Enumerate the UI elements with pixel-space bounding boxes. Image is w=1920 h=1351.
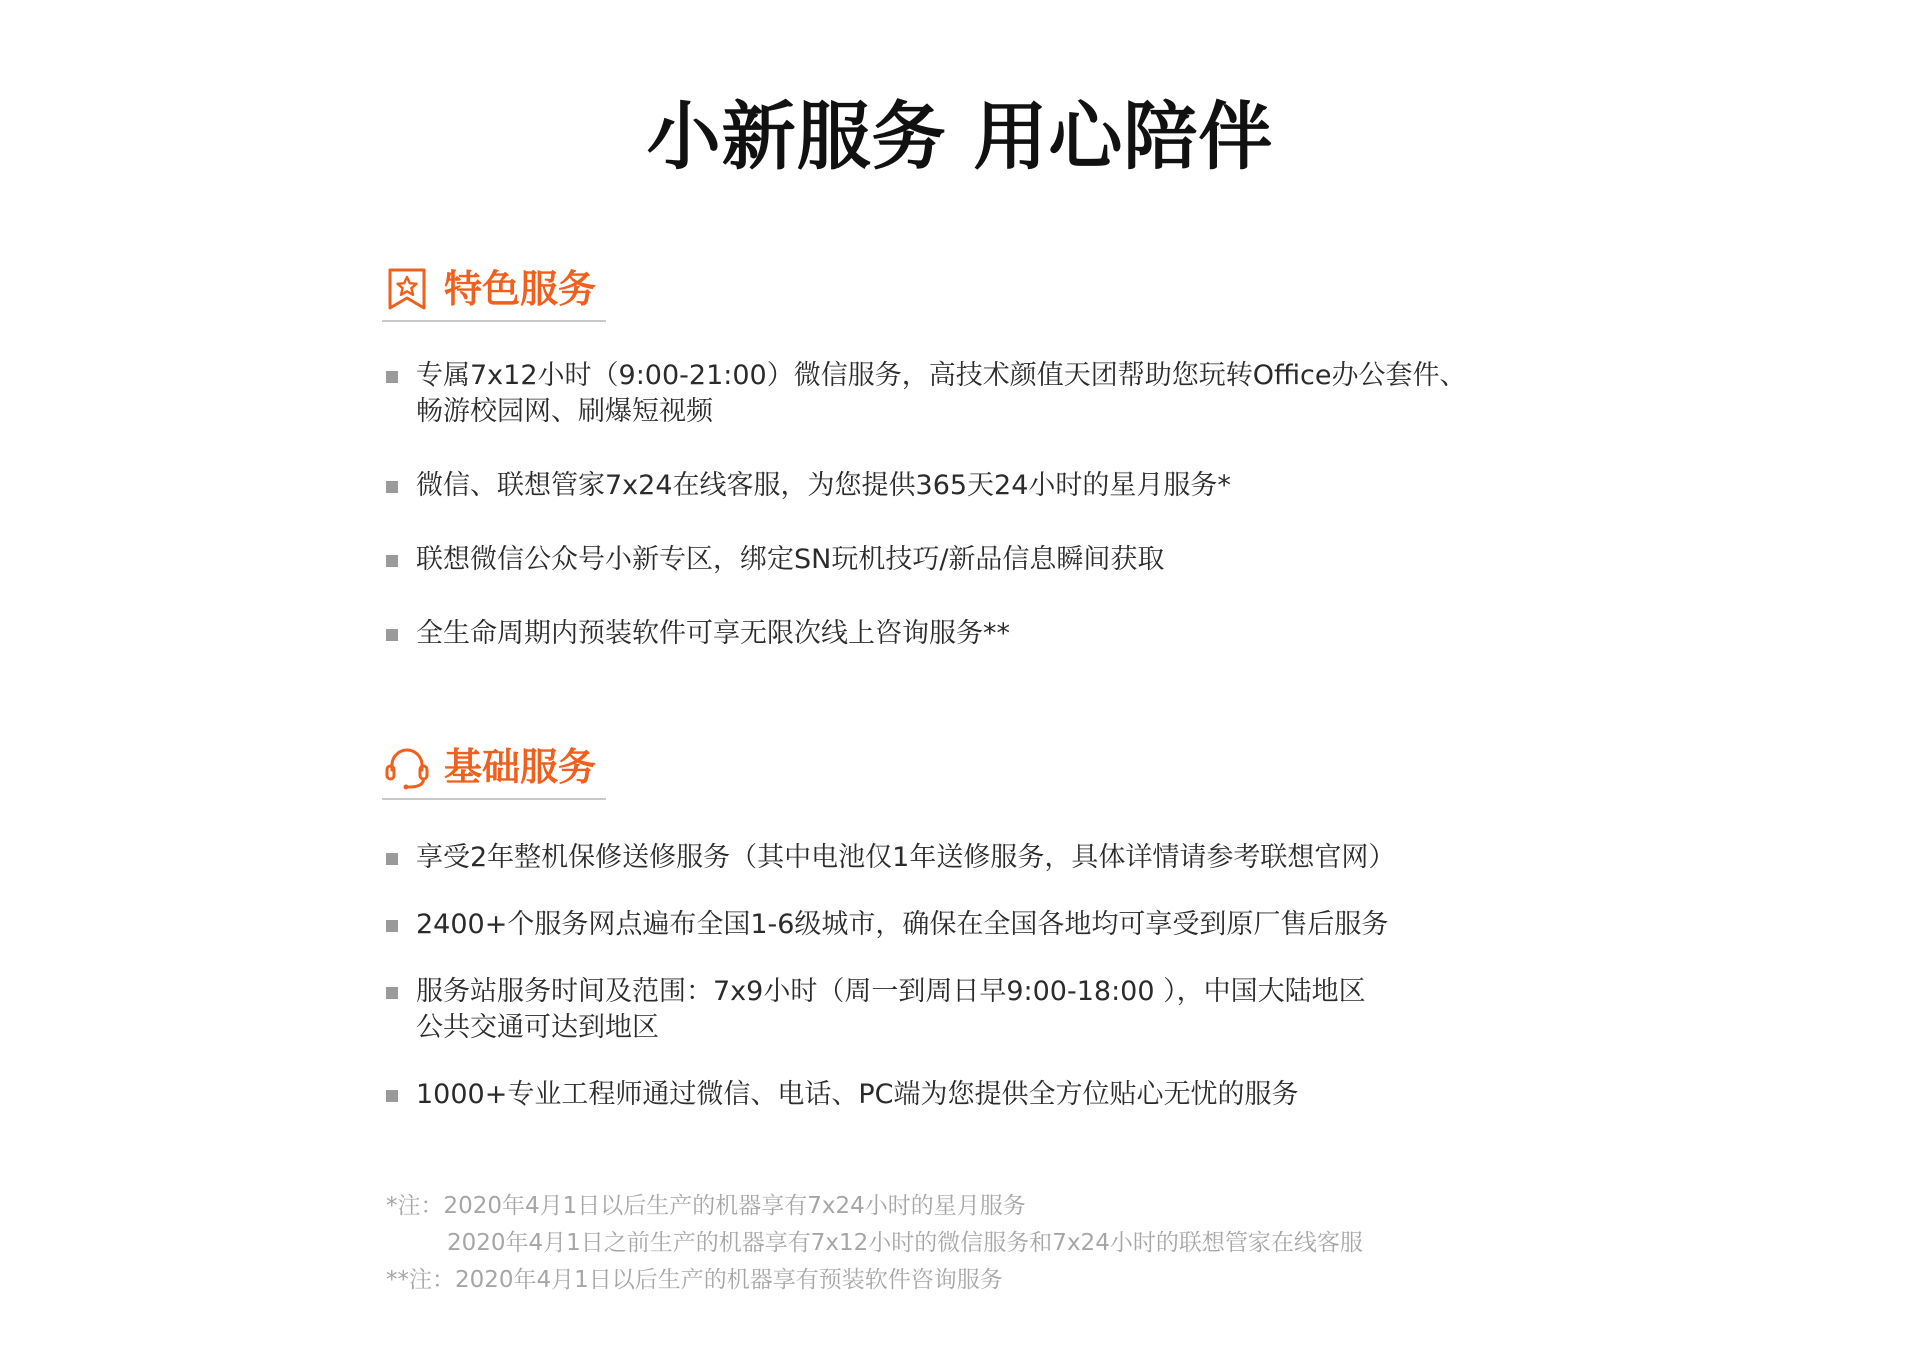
- list-item: [382, 840, 1642, 876]
- square-bullet-icon: [386, 629, 398, 641]
- basic-services-header: [382, 738, 606, 800]
- list-item: [382, 358, 1642, 430]
- footnotes: [386, 1188, 1363, 1299]
- page-title: 小新服务 用心陪伴: [646, 94, 1274, 180]
- item-text: 享受2年整机保修送修服务（其中电池仅1年送修服务，具体详情请参考联想官网）: [416, 842, 1396, 873]
- item-text: 1000+专业工程师通过微信、电话、PC端为您提供全方位贴心无忧的服务: [416, 1079, 1299, 1110]
- headset-icon: [384, 744, 430, 790]
- star-badge-icon: [384, 266, 430, 312]
- list-item: [382, 974, 1642, 1046]
- item-text-continued: 畅游校园网、刷爆短视频: [416, 396, 713, 427]
- square-bullet-icon: [386, 481, 398, 493]
- item-text: 专属7x12小时（9:00-21:00）微信服务，高技术颜值天团帮助您玩转Office办公套件、: [416, 360, 1467, 391]
- square-bullet-icon: [386, 853, 398, 865]
- square-bullet-icon: [386, 1090, 398, 1102]
- basic-services-list: [382, 840, 1642, 1113]
- square-bullet-icon: [386, 371, 398, 383]
- section-title: 特色服务: [444, 267, 597, 311]
- item-text: 全生命周期内预装软件可享无限次线上咨询服务**: [416, 618, 1010, 649]
- item-text: 联想微信公众号小新专区，绑定SN玩机技巧/新品信息瞬间获取: [416, 544, 1165, 575]
- list-item: [382, 616, 1642, 652]
- item-text-continued: 公共交通可达到地区: [416, 1012, 659, 1043]
- footnote: *注：2020年4月1日以后生产的机器享有7x24小时的星月服务: [386, 1193, 1026, 1219]
- list-item: [382, 468, 1642, 504]
- item-text: 服务站服务时间及范围：7x9小时（周一到周日早9:00-18:00 ），中国大陆地区: [416, 976, 1366, 1007]
- list-item: [382, 1077, 1642, 1113]
- item-text: 微信、联想管家7x24在线客服，为您提供365天24小时的星月服务*: [416, 470, 1231, 501]
- square-bullet-icon: [386, 987, 398, 999]
- feature-services-header: [382, 260, 606, 322]
- feature-services-section: [382, 260, 1642, 652]
- section-divider: [382, 798, 606, 800]
- list-item: [382, 907, 1642, 943]
- square-bullet-icon: [386, 555, 398, 567]
- basic-services-section: [382, 738, 1642, 1113]
- square-bullet-icon: [386, 920, 398, 932]
- footnote: **注：2020年4月1日以后生产的机器享有预装软件咨询服务: [386, 1267, 1003, 1293]
- list-item: [382, 542, 1642, 578]
- section-title: 基础服务: [444, 745, 597, 789]
- item-text: 2400+个服务网点遍布全国1-6级城市，确保在全国各地均可享受到原厂售后服务: [416, 909, 1389, 940]
- footnote: 2020年4月1日之前生产的机器享有7x12小时的微信服务和7x24小时的联想管家在线客服: [447, 1230, 1363, 1256]
- section-divider: [382, 320, 606, 322]
- feature-services-list: [382, 358, 1642, 652]
